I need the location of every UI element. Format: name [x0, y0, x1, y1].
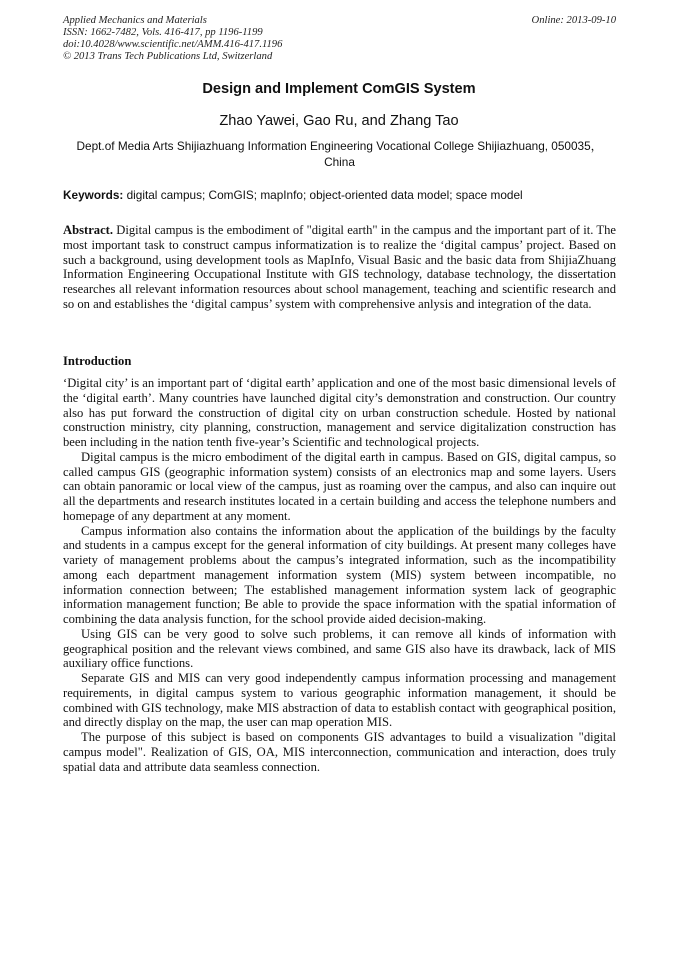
abstract-label: Abstract. [63, 223, 114, 237]
abstract [63, 223, 616, 312]
keywords-text: digital campus; ComGIS; mapInfo; object-oriented data model; space model [123, 188, 523, 202]
journal-header [63, 15, 616, 63]
section-heading-introduction: Introduction [63, 354, 132, 368]
intro-paragraph-2: Digital campus is the micro embodiment of the digital earth in campus. Based on GIS, digital campus, so called campus GIS (geographic information system) consists of an electronics map and some layers. Users can obtain panoramic or local view of the campus, just as roaming over the campus, and also can inquire out all the departments and research institutes located in a certain building and access the telephone numbers and homepage of any department at any moment. [63, 449, 616, 523]
keywords-label: Keywords: [63, 188, 124, 202]
author-list: Zhao Yawei, Gao Ru, and Zhang Tao [219, 113, 459, 129]
intro-paragraph-3: Campus information also contains the information about the application of the buildings by the faculty and students in a campus except for the general information of city buildings. At present many colleges have variety of management problems about the campus’s integrated information, such as the incompatibility among each department management information system (MIS) system between incompatible, no information connection between; The established management information system lack of geographic information management function; Be able to provide the space information with the spatial information of combining the data analysis function, for the school provide aided decision-making. [63, 523, 616, 626]
doi-line: doi:10.4028/www.scientific.net/AMM.416-417.1196 [63, 39, 283, 50]
abstract-text: Digital campus is the embodiment of "digital earth" in the campus and the important part of it. The most important task to construct campus informatization is to realize the ‘digital campus’ project. Based on such a background, using development tools as MapInfo, Visual Basic and the basic data from ShijiaZhuang Information Engineering Occupational Institute with GIS technology, database technology, the dissertation researches all relevant information resources about school management, teaching and scientific research and so on and establishes the ‘digital campus’ system with comprehensive anlysis and integration of the data. [63, 223, 616, 311]
paper-title: Design and Implement ComGIS System [202, 81, 476, 97]
intro-paragraph-1: ‘Digital city’ is an important part of ‘digital earth’ application and one of the most basic dimensional levels of the ‘digital earth’. Many countries have launched digital city’s demonstration and construction. Our country also has put forward the construction of digital city on urban construction schedule. Hosted by national construction ministry, city planning, construction, management and service digitalization construction has been including in the nation tenth five-year’s Scientific and technological projects. [63, 376, 616, 449]
intro-paragraph-4: Using GIS can be very good to solve such problems, it can remove all kinds of information with geographical position and the relevant views combined, and same GIS also have its drawback, lack of MIS auxiliary office functions. [63, 626, 616, 671]
intro-paragraph-5: Separate GIS and MIS can very good independently campus information processing and management requirements, in digital campus system to various geographic information management, it should be combined with GIS technology, make MIS abstraction of data to establish contact with geographical position, and directly display on the map, the user can map operation MIS. [63, 671, 616, 730]
keywords [63, 188, 623, 202]
intro-paragraph-6: The purpose of this subject is based on components GIS advantages to build a visualization "digital campus model". Realization of GIS, OA, MIS interconnection, communication and interaction, does truly spatial data and attribute data seamless connection. [63, 730, 616, 774]
introduction-body [63, 376, 616, 774]
affiliation: Dept.of Media Arts Shijiazhuang Information Engineering Vocational College Shijiazhuang, 050035，China [76, 139, 603, 169]
issn-line: ISSN: 1662-7482, Vols. 416-417, pp 1196-1199 [63, 27, 263, 38]
journal-name: Applied Mechanics and Materials [63, 15, 207, 26]
online-date: Online: 2013-09-10 [531, 15, 616, 26]
copyright-line: © 2013 Trans Tech Publications Ltd, Switzerland [63, 51, 273, 62]
